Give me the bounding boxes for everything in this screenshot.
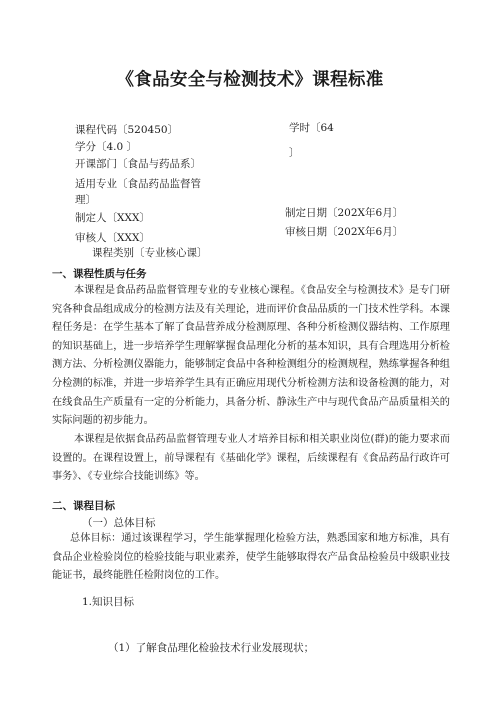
knowledge-goal-heading: 1.知识目标 — [82, 596, 135, 608]
paragraph-course-basis: 本课程是依据食品药品监督管理专业人才培养目标和相关职业岗位(群)的能力要求而设置的。在课程设置上，前导课程有《基础化学》课程，后续课程有《食品药品行政许可事务》、《专业综合技能训练》等。 — [52, 434, 450, 483]
made-date: 制定日期〔202X年6月〕 — [285, 207, 404, 219]
course-author: 制定人〔XXX〕 — [75, 212, 150, 224]
sub-heading-overall-goal: （一）总体目标 — [82, 517, 156, 529]
paragraph-overall-goal: 总体目标：通过该课程学习，学生能掌握理化检验方法，熟悉国家和地方标准，具有食品企业检验岗位的检验技能与职业素养，使学生能够取得农产品食品检验员中级职业技能证书，最终能胜任检附岗位的工作。 — [52, 533, 450, 582]
document-title: 《食品安全与检测技术》课程标准 — [116, 70, 384, 90]
course-hours-close: 〕 — [289, 147, 300, 159]
paragraph-course-nature: 本课程是食品药品监督管理专业的专业核心课程。《食品安全与检测技术》是专门研究各种食品组成成分的检测方法及有关理论，进而评价食品品质的一门技术性学科。本课程任务是：在学生基本了解了食品营养成分检测原理、各种分析检测仪器结构、工作原理的知识基础上，进一步培养学生理解掌握食品理化分析的基本知识，具有合理选用分析检测方法、分析检测仪器能力，能够制定食品中各种检测组分的检测规程，熟练掌握各种组分检测的标准，并进一步培养学生具有正确应用现代分析检测方法和设备检测的能力，对在线食品生产质量有一定的分析能力，具备分析、静泳生产中与现代食品产品质量相关的实际问题的初步能力。 — [52, 285, 450, 427]
course-code: 课程代码〔520450〕 — [75, 124, 179, 136]
course-department: 开课部门〔食品与药品系〕 — [75, 158, 201, 170]
review-date: 审核日期〔202X年6月〕 — [285, 226, 404, 238]
course-major-cont: 理〕 — [75, 194, 96, 206]
course-category: 课程类别〔专业核心课〕 — [92, 247, 208, 259]
section-heading-goals: 二、课程目标 — [52, 500, 115, 512]
course-credits: 学分〔4.0 〕 — [75, 141, 138, 153]
knowledge-goal-item-1: （1）了解食品理化检验技术行业发展现状； — [108, 642, 315, 654]
course-reviewer: 审核人〔XXX〕 — [75, 232, 150, 244]
course-hours: 学时〔64 — [289, 122, 334, 134]
section-heading-nature: 一、课程性质与任务 — [52, 268, 147, 280]
course-major: 适用专业〔食品药品监督管 — [75, 178, 201, 190]
